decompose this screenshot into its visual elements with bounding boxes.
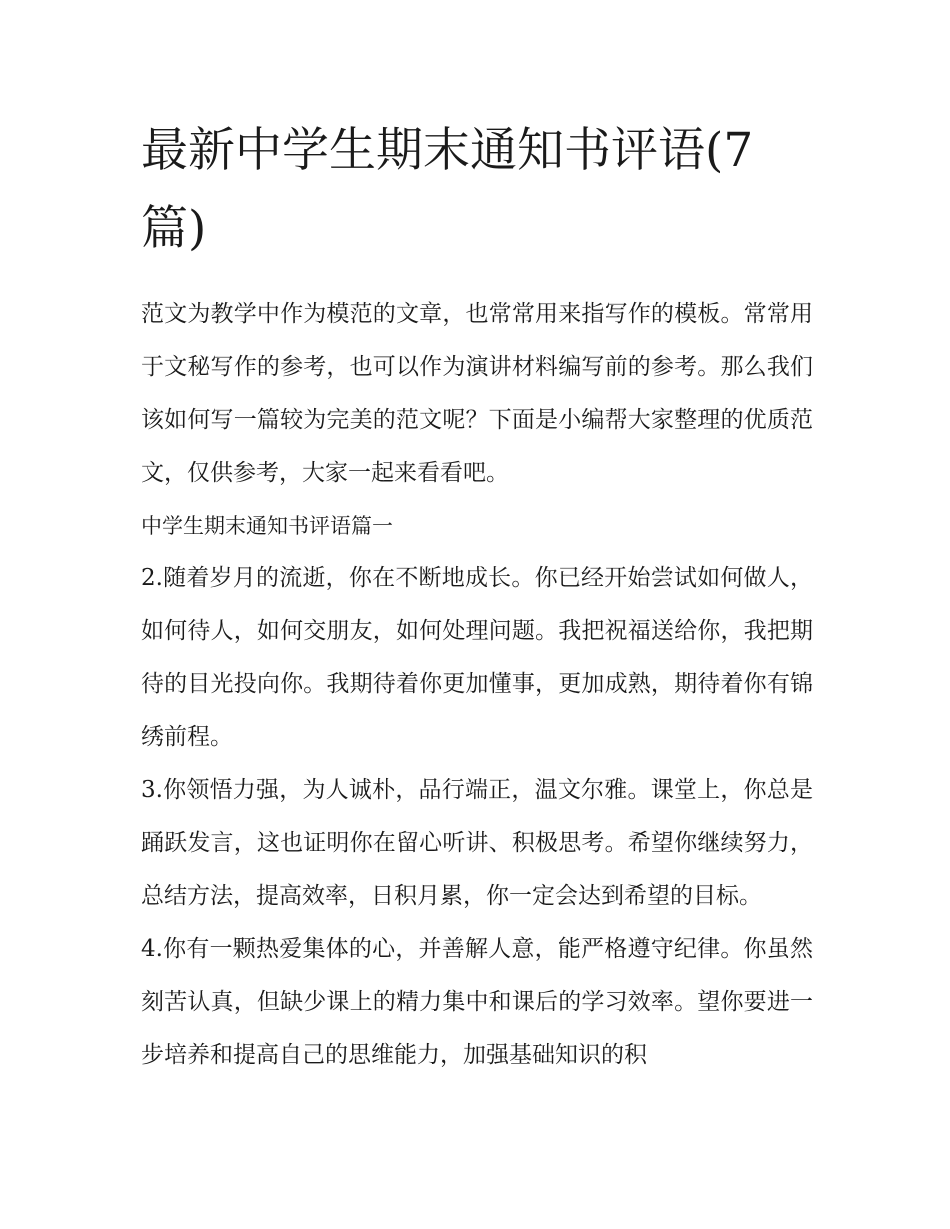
document-title: 最新中学生期末通知书评语(7篇) [141,123,754,256]
intro-paragraph: 范文为教学中作为模范的文章，也常常用来指写作的模板。常常用于文秘写作的参考，也可以作为演讲材料编写前的参考。那么我们该如何写一篇较为完美的范文呢？下面是小编帮大家整理的优质范文，仅供参考，大家一起来看看吧。 [141,301,813,486]
document-page [141,112,813,1082]
section-heading: 中学生期末通知书评语篇一 [141,514,393,538]
comment-item: 2.随着岁月的流逝，你在不断地成长。你已经开始尝试如何做人，如何待人，如何交朋友，如何处理问题。我把祝福送给你，我把期待的目光投向你。我期待着你更加懂事，更加成熟，期待着你有锦绣前程。 [141,565,813,750]
comment-item: 4.你有一颗热爱集体的心，并善解人意，能严格遵守纪律。你虽然刻苦认真，但缺少课上的精力集中和课后的学习效率。望你要进一步培养和提高自己的思维能力，加强基础知识的积 [141,936,813,1068]
comment-item: 3.你领悟力强，为人诚朴，品行端正，温文尔雅。课堂上，你总是踊跃发言，这也证明你在留心听讲、积极思考。希望你继续努力，总结方法，提高效率，日积月累，你一定会达到希望的目标。 [141,777,813,909]
